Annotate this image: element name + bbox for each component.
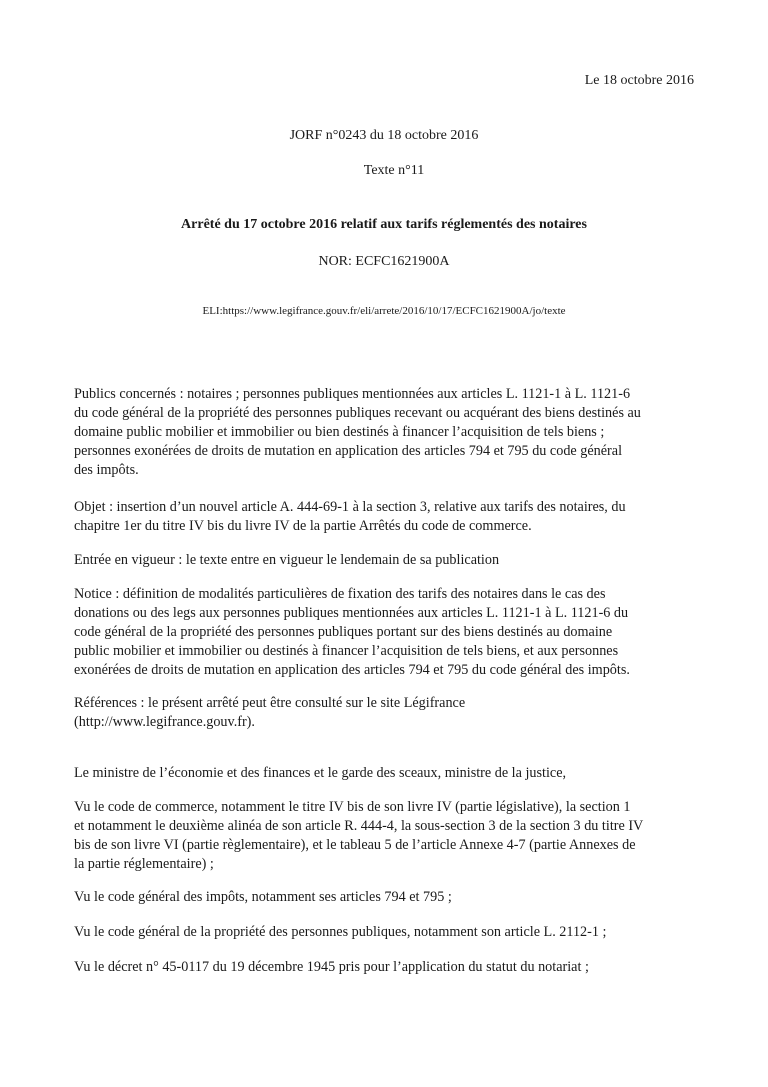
text-line: la partie réglementaire) ; [74, 856, 214, 872]
paragraph-entree [74, 551, 696, 570]
text-line: et notamment le deuxième alinéa de son article R. 444-4, la sous-section 3 de la section 3 du titre IV [74, 818, 644, 834]
text-number: Texte n°11 [363, 163, 425, 178]
text-line: Objet : insertion d’un nouvel article A. 444-69-1 à la section 3, relative aux tarifs des notaires, du [74, 499, 626, 515]
text-line: Vu le code de commerce, notamment le titre IV bis de son livre IV (partie législative), la section 1 [74, 799, 631, 815]
text-line[interactable]: (http://www.legifrance.gouv.fr). [74, 714, 255, 730]
text-line: Entrée en vigueur : le texte entre en vigueur le lendemain de sa publication [74, 552, 500, 568]
text-line: des impôts. [74, 462, 139, 478]
text-line: chapitre 1er du titre IV bis du livre IV de la partie Arrêtés du code de commerce. [74, 518, 532, 534]
paragraph-notice [74, 585, 696, 680]
paragraph-vu-code-commerce [74, 798, 696, 874]
text-line: Vu le décret n° 45-0117 du 19 décembre 1945 pris pour l’application du statut du notariat ; [74, 959, 589, 975]
text-line: Publics concernés : notaires ; personnes publiques mentionnées aux articles L. 1121-1 à L. 1121-6 [74, 386, 631, 402]
paragraph-vu-code-impots [74, 888, 696, 907]
paragraph-objet [74, 498, 696, 536]
nor-reference: NOR: ECFC1621900A [318, 254, 450, 269]
text-line: Références : le présent arrêté peut être consulté sur le site Légifrance [74, 695, 466, 711]
text-line: Vu le code général de la propriété des personnes publiques, notamment son article L. 2112-1 ; [74, 924, 607, 940]
paragraph-vu-code-propriete [74, 923, 696, 942]
text-line: Notice : définition de modalités particulières de fixation des tarifs des notaires dans le cas des [74, 586, 606, 602]
text-line: exonérées de droits de mutation en application des articles 794 et 795 du code général des impôts. [74, 662, 630, 678]
document-date: Le 18 octobre 2016 [584, 73, 694, 88]
text-line: bis de son livre VI (partie règlementaire), et le tableau 5 de l’article Annexe 4-7 (partie Annexes de [74, 837, 636, 853]
jorf-reference: JORF n°0243 du 18 octobre 2016 [289, 128, 479, 143]
document-title: Arrêté du 17 octobre 2016 relatif aux tarifs réglementés des notaires [181, 217, 587, 232]
paragraph-vu-decret [74, 958, 696, 977]
eli-link[interactable]: ELI:https://www.legifrance.gouv.fr/eli/arrete/2016/10/17/ECFC1621900A/jo/texte [202, 305, 566, 317]
paragraph-ministre [74, 764, 696, 783]
text-line: domaine public mobilier et immobilier ou bien destinés à financer l’acquisition de tels biens ; [74, 424, 605, 440]
text-line: code général de la propriété des personnes publiques portant sur des biens destinés au domaine [74, 624, 613, 640]
text-line: du code général de la propriété des personnes publiques recevant ou acquérant des biens destinés au [74, 405, 641, 421]
text-line: public mobilier et immobilier ou destinés à financer l’acquisition de tels biens, et aux personnes [74, 643, 619, 659]
text-line: personnes exonérées de droits de mutation en application des articles 794 et 795 du code général [74, 443, 623, 459]
text-line: Le ministre de l’économie et des finances et le garde des sceaux, ministre de la justice, [74, 765, 567, 781]
paragraph-references [74, 694, 696, 732]
paragraph-publics [74, 385, 696, 480]
text-line: donations ou des legs aux personnes publiques mentionnées aux articles L. 1121-1 à L. 1121-6 du [74, 605, 629, 621]
text-line: Vu le code général des impôts, notamment ses articles 794 et 795 ; [74, 889, 452, 905]
